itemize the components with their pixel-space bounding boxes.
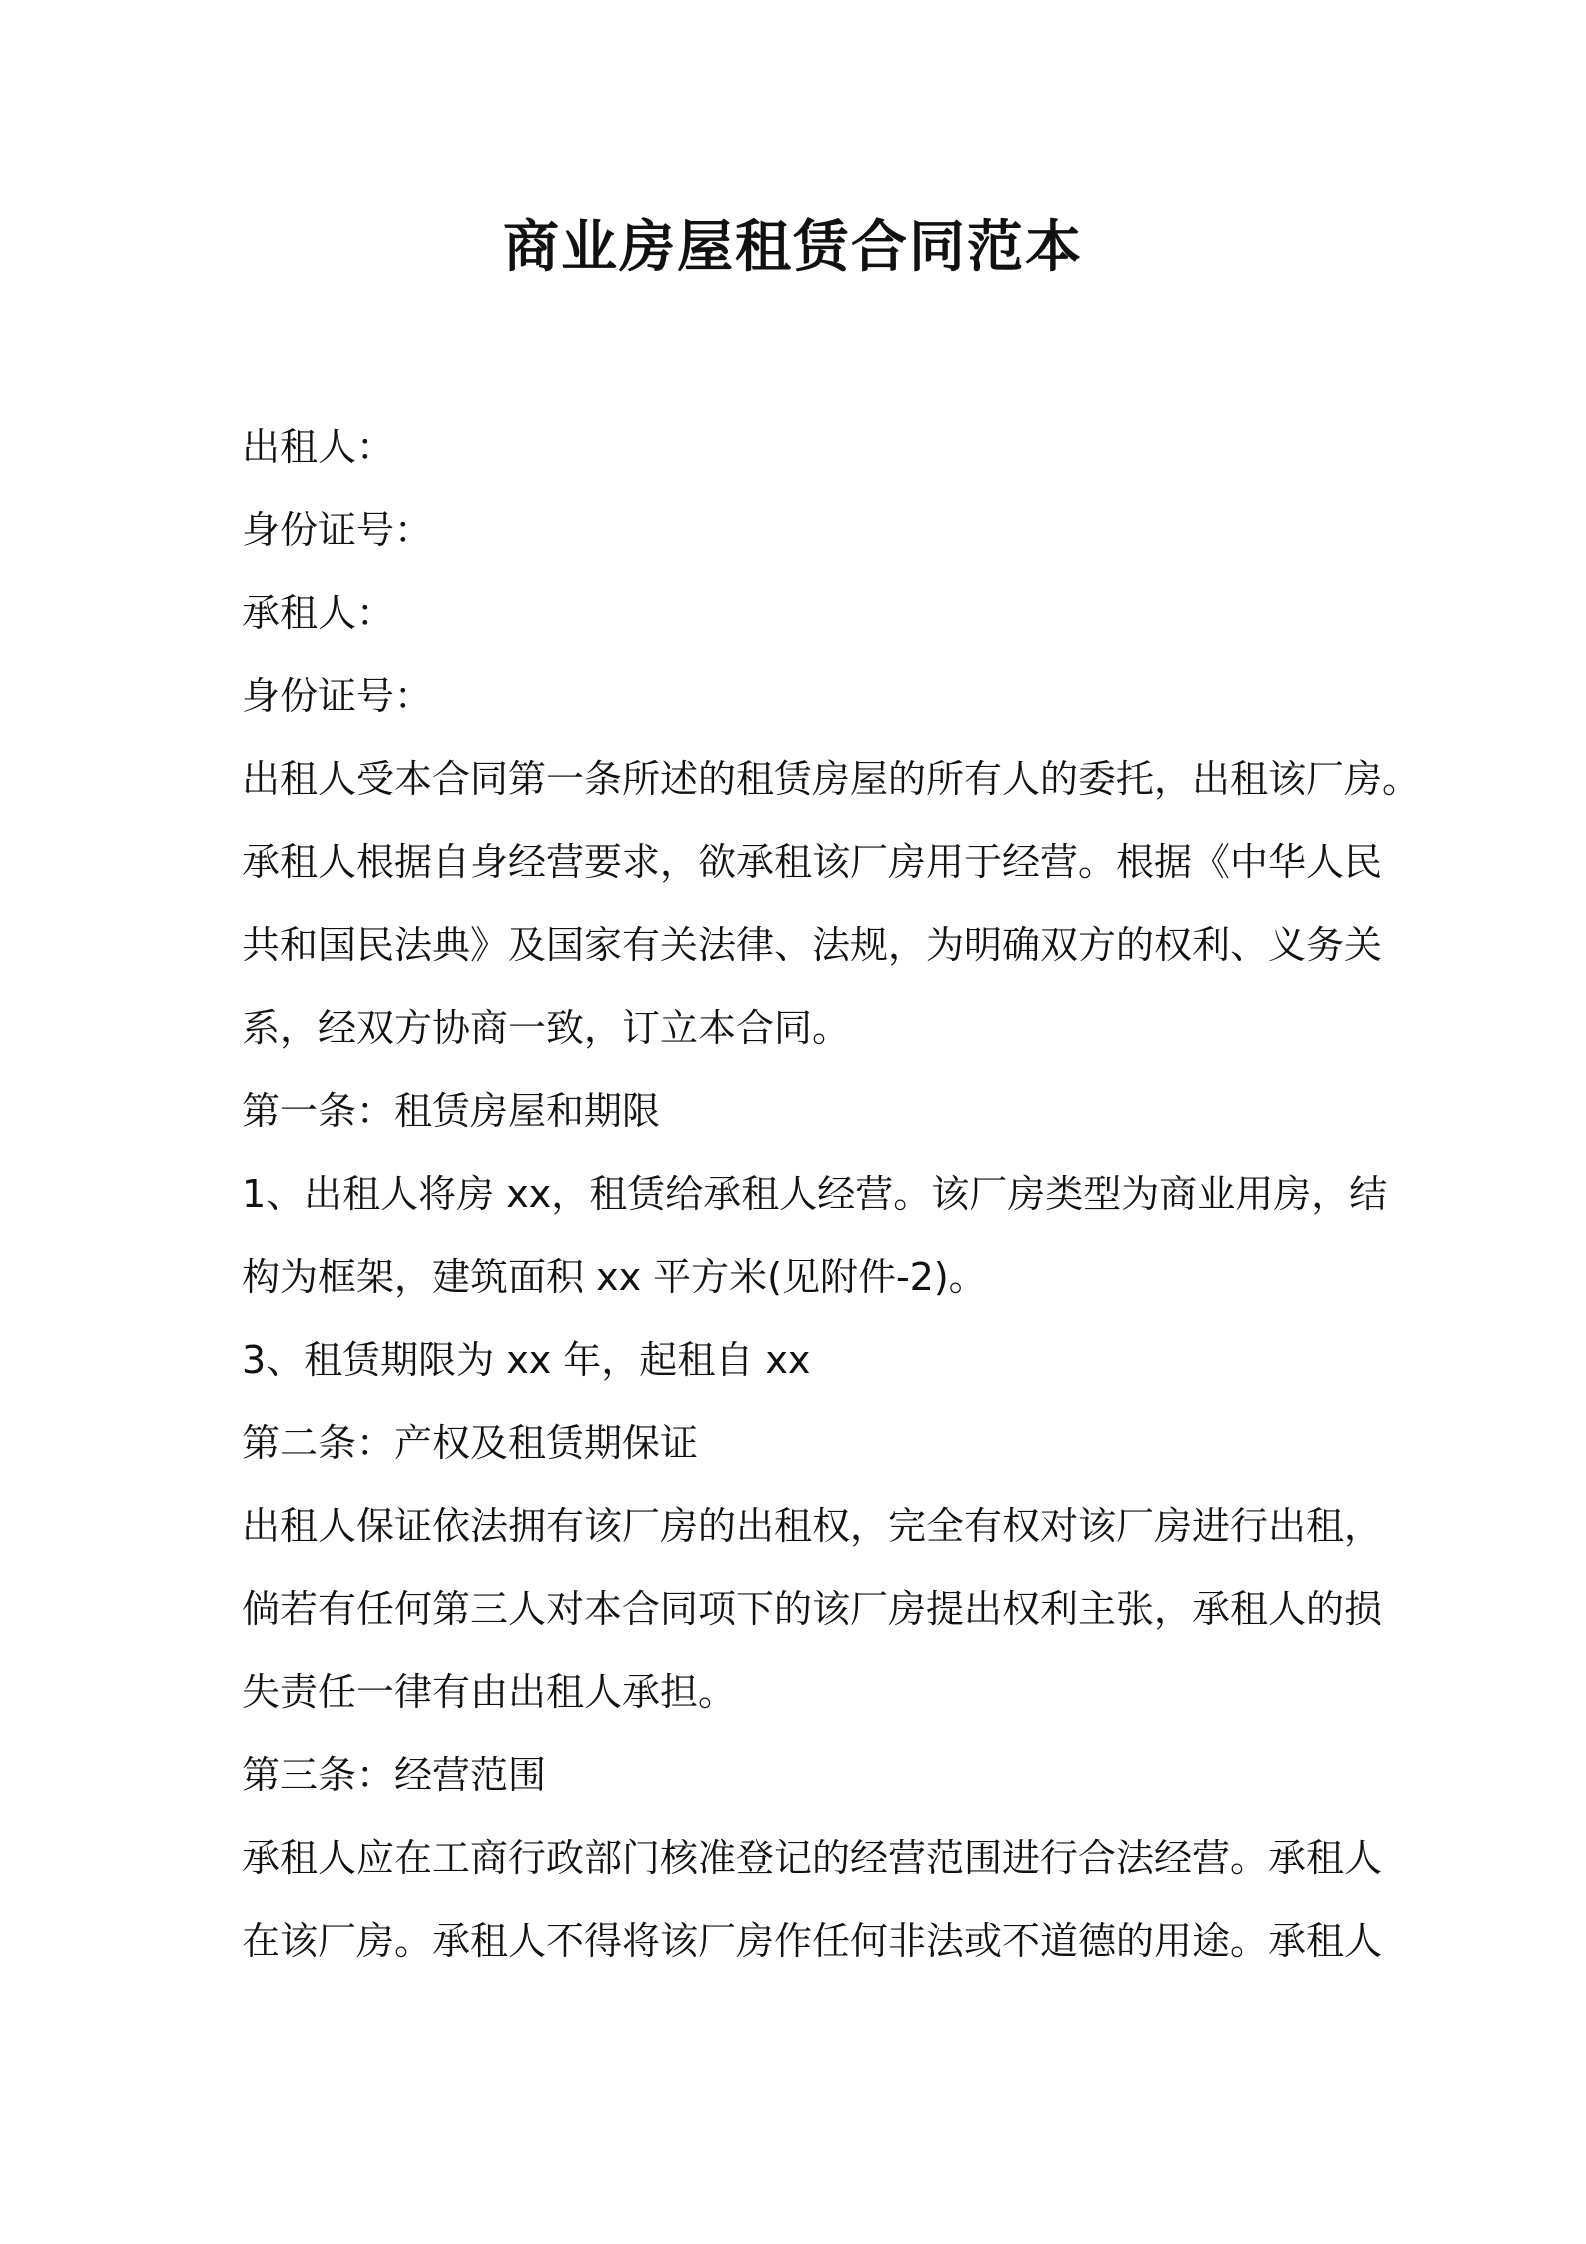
article-2-line: 失责任一律有由出租人承担。 bbox=[242, 1670, 737, 1714]
article-2-line: 倘若有任何第三人对本合同项下的该厂房提出权利主张，承租人的损 bbox=[242, 1587, 1383, 1631]
article-3-line: 在该厂房。承租人不得将该厂房作任何非法或不道德的用途。承租人 bbox=[242, 1919, 1383, 1963]
lessor-field bbox=[242, 406, 1362, 489]
article-3-line: 承租人应在工商行政部门核准登记的经营范围进行合法经营。承租人 bbox=[242, 1836, 1383, 1880]
lessor-label: 出租人： bbox=[242, 425, 395, 469]
lessee-id-field bbox=[242, 655, 1362, 738]
article-2-heading: 第二条：产权及租赁期保证 bbox=[242, 1421, 699, 1465]
lessee-field bbox=[242, 572, 1362, 655]
preamble-line: 承租人根据自身经营要求，欲承租该厂房用于经营。根据《中华人民 bbox=[242, 840, 1383, 884]
document-title: 商业房屋租赁合同范本 bbox=[503, 215, 1083, 280]
lessor-id-label: 身份证号： bbox=[242, 508, 433, 552]
article-1-line: 3、租赁期限为 xx 年，起租自 xx bbox=[242, 1338, 811, 1382]
preamble-line: 出租人受本合同第一条所述的租赁房屋的所有人的委托，出租该厂房。 bbox=[242, 757, 1421, 801]
preamble-line: 系，经双方协商一致，订立本合同。 bbox=[242, 1006, 851, 1050]
article-1-line: 构为框架，建筑面积 xx 平方米(见附件-2)。 bbox=[242, 1255, 987, 1299]
lessee-id-label: 身份证号： bbox=[242, 674, 433, 718]
document-body bbox=[242, 406, 1421, 1983]
article-1-line: 1、出租人将房 xx，租赁给承租人经营。该厂房类型为商业用房，结 bbox=[242, 1172, 1388, 1216]
article-3-heading: 第三条：经营范围 bbox=[242, 1753, 547, 1797]
preamble-line: 共和国民法典》及国家有关法律、法规，为明确双方的权利、义务关 bbox=[242, 923, 1383, 967]
lessor-id-field bbox=[242, 489, 1362, 572]
lessee-label: 承租人： bbox=[242, 591, 395, 635]
article-2-line: 出租人保证依法拥有该厂房的出租权，完全有权对该厂房进行出租， bbox=[242, 1504, 1383, 1548]
article-1-heading: 第一条：租赁房屋和期限 bbox=[242, 1089, 661, 1133]
